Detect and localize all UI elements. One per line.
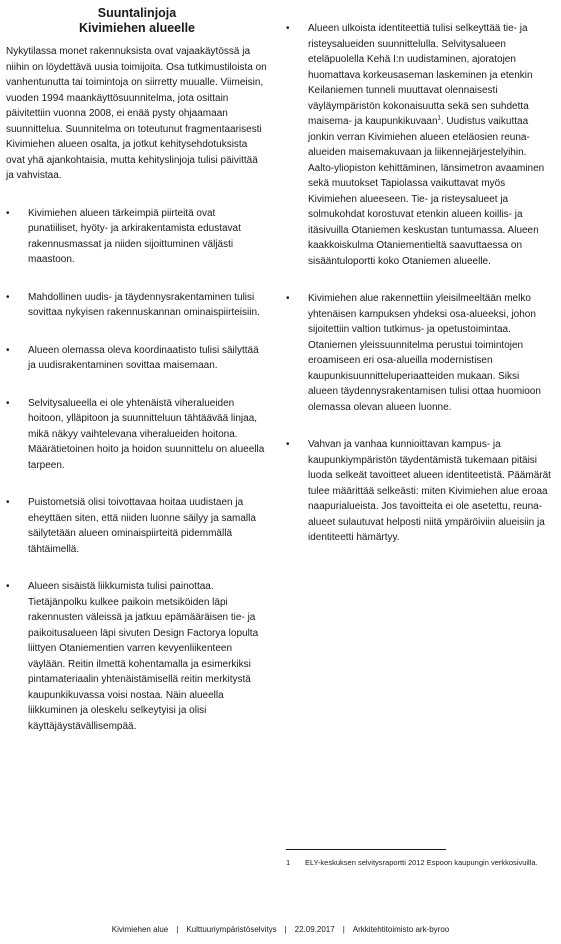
footnote-reference[interactable]: 1	[437, 115, 441, 122]
list-item	[6, 396, 268, 474]
bullet-marker: •	[6, 397, 10, 409]
bullet-marker: •	[6, 207, 10, 219]
list-item-text: Mahdollinen uudis- ja täydennysrakentaminen tulisi sovittaa nykyisen rakennuskannan ominaispiirteisiin.	[28, 291, 260, 318]
footnote-text: ELY-keskuksen selvitysraportti 2012 Espoon kaupungin verkkosivuilla.	[305, 858, 538, 867]
bullet-marker: •	[6, 291, 10, 303]
bullet-marker: •	[6, 581, 10, 592]
list-item-text: Kivimiehen alueen tärkeimpiä piirteitä ovat punatiiliset, hyöty- ja arkirakentamista edustavat rakennusmassat ja niiden sijoittuminen väljästi maastoon.	[28, 207, 241, 265]
list-item-text: Kivimiehen alue rakennettiin yleisilmeeltään melko yhtenäisen kampuksen yhdeksi osa-alueeksi, johon sijoitettiin valtion tutkimus- ja opetustoimintaa. Otaniemen yleissuunnitelma perustui toimintojen eroamiseen eri osa-alueilla modernistisen kaupunkisuunnitteluperiaatteiden mukaan. Siksi alueen täydennysrakentamisen tulisi ottaa huomioon olemassa olevan alueen luonne.	[308, 293, 541, 413]
bullet-marker: •	[6, 344, 10, 356]
list-item	[286, 437, 552, 546]
list-item-text: Alueen sisäistä liikkumista tulisi painottaa. Tietäjänpolku kulkee paikoin metsiköiden läpi rakennusten väleissä ja jatkuu epämääräisen tie- ja paikoitusalueen läpi sivuten Design Factorya lopulta liittyen Otaniementien varren kevyenliikenteen väylään. Reitin ilmettä kohentamalla ja esimerkiksi pintamateriaalin yhtenäistämisellä reitin merkitystä kaupunkikuvassa voisi nostaa. Näin alueella liikkuminen ja oleskelu selkeytyisi ja olisi käyttäjäystävällisempää.	[28, 581, 259, 732]
bullet-marker: •	[286, 439, 290, 450]
page-footer	[0, 925, 561, 935]
list-item-text-part: Alueen ulkoista identiteettiä tulisi selkeyttää tie- ja risteysalueiden suunnittelulla. Selvitysalueen eteläpuolella Kehä I:n uudistaminen, ajoratojen huomattava korkeusaseman laskeminen ja etenkin Keilaniemen tunneli muuttavat olennaisesti väyläympäristön kokonaisuutta sekä sen suhdetta maisema- ja kaupunkikuvaan	[308, 23, 533, 127]
title-line-2: Kivimiehen alueelle	[78, 21, 196, 35]
intro-paragraph: Nykytilassa monet rakennuksista ovat vajaakäytössä ja niihin on löydettävä uusia toimijoita. Osa tutkimustiloista on vanhentunutta tai toimintoja on siirretty muualle. Viimeisin, vuoden 1994 maankäyttösuunnitelma, jota osittain päivitettiin vuonna 2008, ei enää pysty ohjaamaan suunnittelua. Suunnitelma on toteutunut fragmentaarisesti Kivimiehen alueen osalta, ja jotkut kehitysehdotuksista ovat yhä ajankohtaisia, mutta kehityslinjoja tulisi päivittää ja vahvistaa.	[6, 46, 267, 181]
right-bullet-list	[286, 21, 552, 546]
page-title	[6, 6, 268, 36]
list-item	[286, 291, 552, 415]
footnote-number: 1	[286, 858, 291, 867]
bullet-marker: •	[6, 497, 10, 508]
left-column	[6, 6, 268, 756]
bullet-marker: •	[286, 293, 290, 304]
footer-date: 22.09.2017	[294, 925, 335, 934]
title-line-1: Suuntalinjoja	[97, 6, 177, 20]
list-item-text-part: . Uudistus vaikuttaa jonkin verran Kivimiehen alueen eteläosien reuna-alueiden maisemakuvaan ja liikennejärjestelyihin. Aalto-yliopiston kehittäminen, länsimetron avaaminen sekä muutokset Tapiolassa vaikuttavat myös Kivimiehen alueeseen. Tie- ja risteysalueet ja solmukohdat korostuvat etenkin alueen koillis- ja itäsivuilla Otaniemen keskustan tuntumassa. Alueen kaakkoiskulma Otaniementieltä saavuttaessa on sisääntuloportti koko Otaniemen alueelle.	[308, 116, 545, 267]
list-item-text: Selvitysalueella ei ole yhtenäistä viheralueiden hoitoon, ylläpitoon ja suunnitteluun tähtäävää linjaa, mikä näkyy vaihtelevana viheralueiden hoitona. Määrätietoinen hoito ja hoidon suunnittelu on alueella tarpeen.	[28, 397, 265, 471]
footnote-divider	[286, 849, 446, 850]
list-item	[6, 343, 268, 374]
footer-separator: |	[342, 925, 345, 934]
footer-report: Kulttuuriympäristöselvitys	[186, 925, 277, 934]
list-item-text: Puistometsiä olisi toivottavaa hoitaa uudistaen ja eheyttäen siten, että niiden luonne säilyy ja samalla säilytetään alueen ominaispiirteitä pidemmällä tähtäimellä.	[28, 497, 256, 555]
list-item-text: Vahvan ja vanhaa kunnioittavan kampus- ja kaupunkiympäristön täydentämistä tukemaan pitäisi luoda selkeät tavoitteet alueen identiteetistä. Päämärät tulee määrittää selkeästi: miten Kivimiehen alue eroaa naapurialueista. Jos tavoitteita ei ole asetettu, reuna-alueet sulautuvat helposti niitä ympäröiviin alueisiin ja identiteetti hämärtyy.	[308, 439, 551, 543]
right-column	[286, 21, 552, 568]
list-item	[286, 21, 552, 269]
list-item	[6, 206, 268, 268]
footer-separator: |	[176, 925, 179, 934]
list-item	[6, 290, 268, 321]
footer-area: Kivimiehen alue	[111, 925, 169, 934]
footer-office: Arkkitehtitoimisto ark-byroo	[352, 925, 450, 934]
list-item	[6, 495, 268, 557]
left-bullet-list	[6, 206, 268, 735]
list-item-text: Alueen olemassa oleva koordinaatisto tulisi säilyttää ja uudisrakentaminen sovittaa maisemaan.	[28, 344, 259, 371]
footnote	[286, 858, 552, 868]
footer-separator: |	[284, 925, 287, 934]
list-item	[6, 579, 268, 734]
bullet-marker: •	[286, 23, 290, 34]
